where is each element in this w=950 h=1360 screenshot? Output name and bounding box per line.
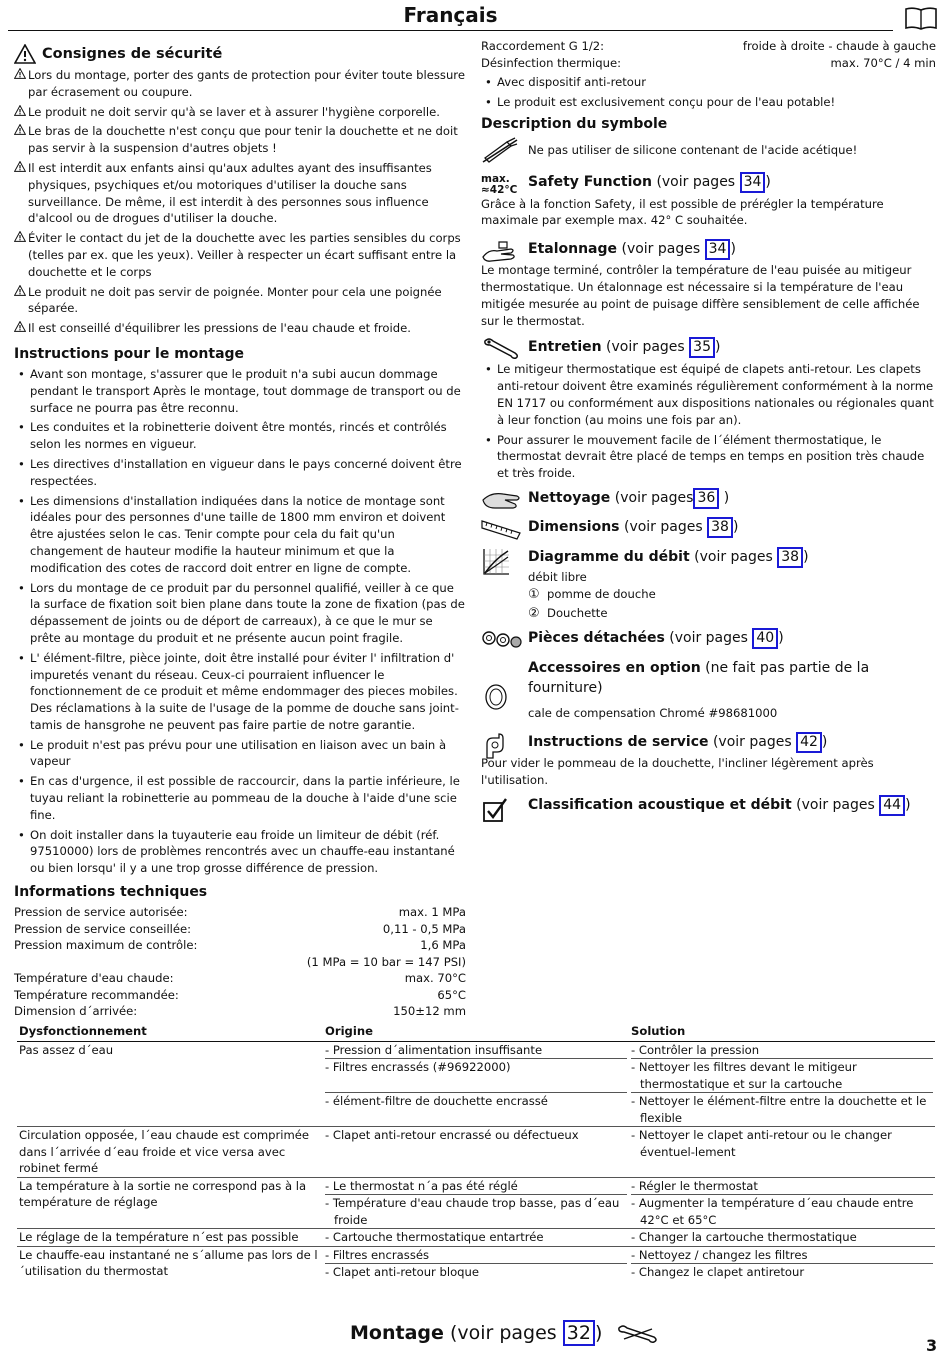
problem-cell: Le chauffe-eau instantané ne s´allume pas lors de l´utilisation du thermostat bbox=[19, 1247, 318, 1279]
section-title: Accessoires en option (ne fait pas partie de la fourniture) bbox=[528, 660, 870, 697]
warning-icon bbox=[14, 231, 26, 242]
section-text: débit libre bbox=[528, 569, 587, 584]
diagramme-section bbox=[481, 547, 936, 623]
table-row bbox=[17, 1229, 935, 1247]
accessory-item: cale de compensation Chromé #98681000 bbox=[528, 706, 778, 721]
troubleshooting-table bbox=[17, 1022, 935, 1281]
section-text: Le montage terminé, contrôler la température de l'eau puisée au mitigeur thermostatique. Un étalonnage est nécessaire si la température de l'eau mitigée mesurée au point de puisage diffère sensiblement de celle affichée sur le thermostat. bbox=[481, 263, 920, 328]
origin-cell: - Filtres encrassés - Clapet anti-retour bloque bbox=[323, 1246, 629, 1281]
section-title: Classification acoustique et débit (voir pages 44 ) bbox=[528, 795, 936, 816]
tech-row: Pression de service conseillée: 0,11 - 0,5 MPa bbox=[14, 921, 466, 936]
column-header: Solution bbox=[629, 1022, 935, 1041]
list-item: • Avant son montage, s'assurer que le produit n'a subi aucun dommage pendant le transport Après le montage, tout dommage de transport ou de surface ne pourra pas être reconnu. bbox=[14, 366, 466, 416]
table-row bbox=[17, 1246, 935, 1281]
classification-section bbox=[481, 795, 936, 816]
list-item: • Avec dispositif anti-retour bbox=[481, 74, 936, 91]
nettoyage-section bbox=[481, 488, 936, 509]
tech-row: Température d'eau chaude: max. 70°C bbox=[14, 971, 466, 986]
safety-item: Lors du montage, porter des gants de protection pour éviter toute blessure par écrasement ou coupure. bbox=[14, 67, 466, 101]
page-link[interactable]: 34 bbox=[705, 239, 731, 260]
feature-list bbox=[481, 74, 936, 111]
montage-footer: Montage (voir pages 32 ) bbox=[350, 1320, 660, 1348]
dimensions-section bbox=[481, 517, 936, 538]
safety-item: Le produit ne doit servir qu'à se laver et à assurer l'hygiène corporelle. bbox=[14, 104, 466, 121]
tech-row: Pression maximum de contrôle: 1,6 MPa bbox=[14, 938, 466, 953]
column-header: Origine bbox=[323, 1022, 629, 1041]
language-title: Français bbox=[403, 3, 498, 27]
section-title: Safety Function (voir pages 34 ) bbox=[528, 172, 936, 193]
wrench-icon bbox=[481, 337, 521, 359]
entretien-list bbox=[481, 361, 936, 482]
checkbox-icon bbox=[481, 797, 509, 823]
safety-item: Il est conseillé d'équilibrer les pressions de l'eau chaude et froide. bbox=[14, 320, 466, 337]
connection-row: Raccordement G 1/2: froide à droite - chaude à gauche bbox=[481, 39, 936, 53]
spacer-ring-icon bbox=[481, 682, 511, 712]
safety-item: Éviter le contact du jet de la douchette avec les parties sensibles du corps (telles par ex. que les yeux). Veiller à respecter un écart suffisant entre la douchette et le corps bbox=[14, 230, 466, 280]
pieces-section bbox=[481, 628, 936, 649]
footer-title: Montage bbox=[350, 1322, 444, 1344]
right-column bbox=[481, 38, 936, 816]
page-link[interactable]: 42 bbox=[796, 732, 822, 753]
list-item: • Le mitigeur thermostatique est équipé de clapets anti-retour. Les clapets anti-retour doivent être examinés régulièrement conformément à la norme EN 1717 ou conformément aux dispositions nationales ou régionales quant à leur fonction (au moins une fois par an). bbox=[481, 361, 936, 428]
warning-icon bbox=[14, 124, 26, 135]
list-item: • En cas d'urgence, il est possible de raccourcir, dans la partie inférieure, le tuyau reliant la robinetterie au pommeau de la douche à l'aide d'une scie fine. bbox=[14, 773, 466, 823]
list-item: • Les dimensions d'installation indiquées dans la notice de montage sont idéales pour des personnes d'une taille de 1800 mm environ et doivent être ajustées selon le cas. Tenir compte pour cela du fait qu'un changement de hauteur modifie la hauteur minimum et que la modification des cotes de raccord doit entrer en ligne de compte. bbox=[14, 493, 466, 577]
tech-row: (1 MPa = 10 bar = 147 PSI) bbox=[306, 954, 466, 969]
safety-list bbox=[14, 67, 466, 337]
origin-cell: - Pression d´alimentation insuffisante - Filtres encrassés (#96922000) - élément-filtre de douchette encrassé bbox=[323, 1041, 629, 1127]
section-text: Pour vider le pommeau de la douchette, l'incliner légèrement après l'utilisation. bbox=[481, 756, 874, 788]
entretien-section bbox=[481, 337, 936, 482]
page-number: 3 bbox=[926, 1336, 938, 1355]
table-row bbox=[17, 1041, 935, 1127]
warning-icon bbox=[14, 44, 36, 64]
solution-cell: - Changer la cartouche thermostatique bbox=[629, 1229, 935, 1247]
list-item: • Les directives d'installation en vigueur dans le pays concerné doivent être respectées. bbox=[14, 456, 466, 490]
warning-icon bbox=[14, 105, 26, 116]
max-temp-icon: max. ≈42°C bbox=[481, 172, 518, 196]
page-link[interactable]: 34 bbox=[740, 172, 766, 193]
page-link[interactable]: 36 bbox=[693, 488, 719, 509]
montage-heading: Instructions pour le montage bbox=[14, 345, 245, 362]
tech-row: Dimension d´arrivée: 150±12 mm bbox=[14, 1004, 466, 1019]
origin-cell: - Le thermostat n´a pas été réglé - Température d'eau chaude trop basse, pas d´eau froide bbox=[323, 1177, 629, 1229]
solution-cell: - Contrôler la pression - Nettoyer les filtres devant le mitigeur thermostatique et sur la cartouche - Nettoyer le élément-filtre entre la douchette et le flexible bbox=[629, 1041, 935, 1127]
page-link[interactable]: 35 bbox=[689, 337, 715, 358]
warning-icon bbox=[14, 161, 26, 172]
safety-function-section bbox=[481, 172, 936, 230]
page-link[interactable]: 32 bbox=[563, 1320, 595, 1346]
problem-cell: Le réglage de la température n´est pas possible bbox=[17, 1229, 323, 1247]
column-header: Dysfonctionnement bbox=[17, 1022, 323, 1041]
flow-item: ① pomme de douche bbox=[528, 586, 656, 602]
list-item: • On doit installer dans la tuyauterie eau froide un limiteur de débit (réf. 97510000) lors de problèmes rencontrés avec un chauffe-eau instantané ou bien lorsqu' il y a une trop grosse différence de pression. bbox=[14, 827, 466, 877]
warning-icon bbox=[14, 285, 26, 296]
list-item: • Les conduites et la robinetterie doivent être montés, rincés et contrôlés selon les normes en vigueur. bbox=[14, 419, 466, 453]
symbol-heading: Description du symbole bbox=[481, 115, 668, 132]
warning-icon bbox=[14, 321, 26, 332]
safety-heading bbox=[14, 44, 466, 64]
section-title: Diagramme du débit (voir pages 38 ) bbox=[528, 547, 936, 568]
problem-cell: La température à la sortie ne correspond pas à la température de réglage bbox=[17, 1177, 323, 1229]
cleaning-hand-icon bbox=[481, 488, 523, 514]
left-column bbox=[14, 44, 466, 1020]
page-link[interactable]: 44 bbox=[879, 795, 905, 816]
tech-row: Pression de service autorisée: max. 1 MPa bbox=[14, 905, 466, 920]
table-row bbox=[17, 1127, 935, 1178]
section-title: Dimensions (voir pages 38 ) bbox=[528, 517, 936, 538]
etalonnage-section bbox=[481, 239, 936, 329]
safety-item: Il est interdit aux enfants ainsi qu'aux adultes ayant des insuffisantes physiques, psychiques et/ou motoriques d'utiliser la douche sans surveillance. De même, il est interdit à des personnes sous influence d'alcool ou de drogues d'utiliser la douche. bbox=[14, 160, 466, 227]
page-header bbox=[8, 2, 893, 31]
disinfection-row: Désinfection thermique: max. 70°C / 4 min bbox=[481, 55, 936, 70]
flow-diagram-icon bbox=[481, 547, 511, 577]
wrench-icon bbox=[616, 1323, 660, 1345]
symbol-text: Ne pas utiliser de silicone contenant de l'acide acétique! bbox=[528, 142, 858, 157]
section-title: Nettoyage (voir pages 36 ) bbox=[528, 488, 936, 509]
silicone-gun-icon bbox=[481, 136, 521, 164]
section-title: Etalonnage (voir pages 34 ) bbox=[528, 239, 936, 260]
book-icon bbox=[904, 6, 938, 30]
origin-cell: - Cartouche thermostatique entartrée bbox=[323, 1229, 629, 1247]
table-header bbox=[17, 1022, 935, 1041]
problem-cell: Pas assez d´eau bbox=[17, 1041, 323, 1127]
page-link[interactable]: 40 bbox=[752, 628, 778, 649]
table-row bbox=[17, 1177, 935, 1229]
section-text: Grâce à la fonction Safety, il est possible de prérégler la température maximale par exemple max. 42° C souhaitée. bbox=[481, 196, 884, 228]
section-title: Pièces détachées (voir pages 40 ) bbox=[528, 628, 936, 649]
list-item: • Le produit n'est pas prévu pour une utilisation en liaison avec un bain à vapeur bbox=[14, 737, 466, 771]
list-item: • Le produit est exclusivement conçu pour de l'eau potable! bbox=[481, 94, 936, 111]
safety-item: Le bras de la douchette n'est conçu que pour tenir la douchette et ne doit pas servir à la suspension d'autres objets ! bbox=[14, 123, 466, 157]
solution-cell: - Nettoyer le clapet anti-retour ou le changer éventuel-lement bbox=[629, 1127, 935, 1178]
section-title: Entretien (voir pages 35 ) bbox=[528, 337, 936, 358]
symbol-row bbox=[481, 136, 936, 164]
spare-parts-icon bbox=[481, 628, 523, 652]
list-item: • L' élément-filtre, pièce jointe, doit être installé pour éviter l' infiltration d' impuretés venant du réseau. Ceux-ci pourraient influencer le fonctionnement de ce produit et même endommager des pieces mobiles. Des réclamations à la suite de l'usage de la pomme de douche sans joint-tamis de hansgrohe ne peuvent pas faire partie de notre garantie. bbox=[14, 650, 466, 734]
list-item: • Pour assurer le mouvement facile de l´élément thermostatique, le thermostat devrait être placé de temps en temps en position très chaude et très froide. bbox=[481, 432, 936, 482]
tech-row: Température recommandée: 65°C bbox=[14, 987, 466, 1002]
service-hand-icon bbox=[481, 732, 511, 760]
solution-cell: - Régler le thermostat - Augmenter la température d´eau chaude entre 42°C et 65°C bbox=[629, 1177, 935, 1229]
solution-cell: - Nettoyez / changez les filtres - Changez le clapet antiretour bbox=[629, 1246, 935, 1281]
tech-heading: Informations techniques bbox=[14, 884, 208, 901]
accessoires-section bbox=[481, 658, 936, 722]
flow-item: ② Douchette bbox=[528, 605, 608, 621]
list-item: • Lors du montage de ce produit par du personnel qualifié, veiller à ce que la surface de fixation soit bien plane dans toute la zone de fixation (pas de dépassement de joints ou de déport de carreaux), à ce que le mur se prête au montage du produit et ne présente aucun point fragile. bbox=[14, 580, 466, 647]
ruler-icon bbox=[481, 517, 521, 541]
warning-icon bbox=[14, 68, 26, 79]
page-link[interactable]: 38 bbox=[777, 547, 803, 568]
montage-list bbox=[14, 366, 466, 877]
safety-title: Consignes de sécurité bbox=[42, 46, 223, 62]
problem-cell: Circulation opposée, l´eau chaude est comprimée dans l´arrivée d´eau froide et vice versa avec robinet fermé bbox=[17, 1127, 323, 1178]
tech-table bbox=[14, 904, 466, 1020]
safety-item: Le produit ne doit pas servir de poignée. Monter pour cela une poignée séparée. bbox=[14, 284, 466, 318]
origin-cell: - Clapet anti-retour encrassé ou défectueux bbox=[323, 1127, 629, 1178]
service-section bbox=[481, 732, 936, 789]
hand-adjust-icon bbox=[481, 239, 519, 265]
section-title: Instructions de service (voir pages 42 ) bbox=[528, 732, 936, 753]
page-link[interactable]: 38 bbox=[707, 517, 733, 538]
